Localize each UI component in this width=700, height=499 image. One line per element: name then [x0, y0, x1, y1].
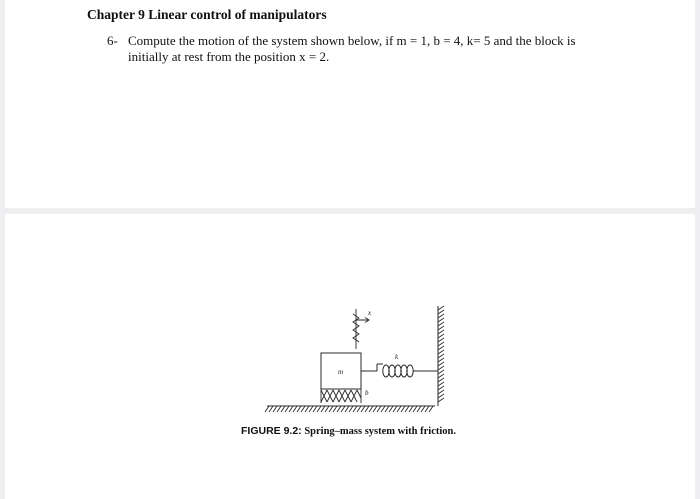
- problem-text-line-2: initially at rest from the position x = 2.: [128, 49, 330, 64]
- spring: [361, 364, 438, 377]
- figure-caption-prefix: FIGURE 9.2:: [241, 425, 302, 437]
- figure-caption: [241, 425, 456, 437]
- wall-hatching: [438, 306, 444, 402]
- position-marker: [353, 309, 369, 349]
- problem-text-line-1: Compute the motion of the system shown below, if m = 1, b = 4, k= 5 and the block is: [128, 33, 576, 48]
- spring-mass-figure: [5, 214, 695, 499]
- problem-number: 6-: [107, 33, 118, 48]
- mass-label: m: [338, 368, 344, 376]
- figure-card: [5, 214, 695, 499]
- friction-hatching: [321, 389, 361, 403]
- position-label: x: [368, 309, 372, 317]
- spring-label: k: [395, 353, 399, 361]
- figure-caption-text: Spring–mass system with friction.: [301, 426, 456, 437]
- chapter-title: Chapter 9 Linear control of manipulators: [87, 7, 327, 22]
- damper-label: b: [365, 389, 369, 397]
- problem-card: [5, 0, 695, 208]
- ground-hatching: [265, 406, 433, 412]
